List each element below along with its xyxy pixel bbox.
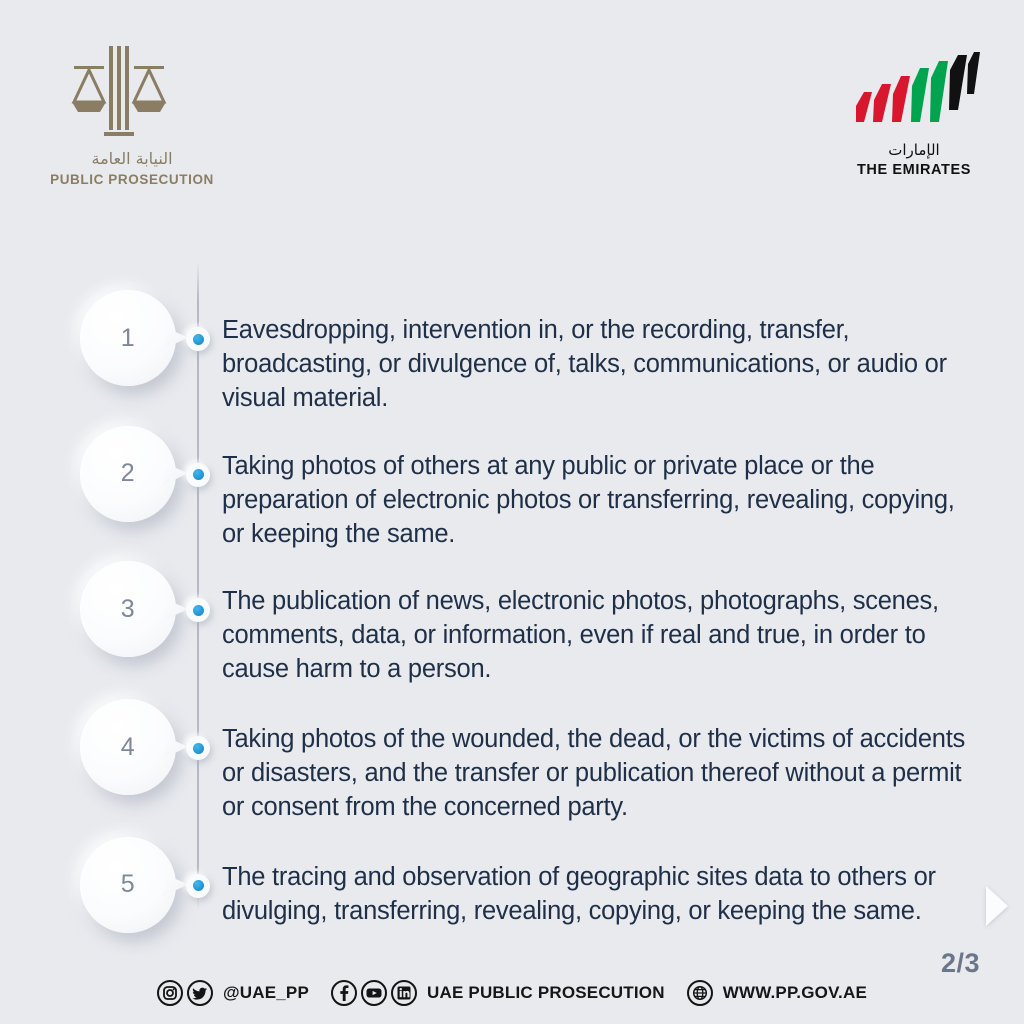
footer	[0, 980, 1024, 1006]
uae-flag-bars-icon	[848, 52, 980, 134]
list-item	[0, 426, 1024, 552]
pp-english-name: PUBLIC PROSECUTION	[50, 171, 214, 187]
youtube-icon[interactable]	[361, 980, 387, 1006]
timeline-dot	[186, 327, 210, 351]
badge-number: 5	[120, 870, 136, 899]
page-indicator: 2/3	[940, 948, 980, 978]
badge-number: 1	[120, 323, 136, 352]
footer-website-label: WWW.PP.GOV.AE	[722, 983, 867, 1002]
linkedin-icon[interactable]	[391, 980, 417, 1006]
footer-handle-label: @UAE_PP	[222, 983, 309, 1002]
footer-group-website	[687, 980, 867, 1006]
list-item-text: Eavesdropping, intervention in, or the recording, transfer, broadcasting, or divulgence of, talks, communications, or audio or visual material.	[222, 316, 947, 412]
header	[0, 0, 1024, 220]
emirates-arabic-name: الإمارات	[888, 141, 940, 159]
number-badge	[80, 290, 184, 394]
list-item	[0, 561, 1024, 687]
twitter-icon[interactable]	[187, 980, 213, 1006]
badge-number: 2	[120, 459, 136, 488]
emirates-english-name: THE EMIRATES	[856, 161, 972, 178]
list-item-text: The tracing and observation of geographic sites data to others or divulging, transferring, revealing, copying, or keeping the same.	[222, 862, 936, 925]
timeline-dot	[186, 463, 210, 487]
globe-icon[interactable]	[687, 980, 713, 1006]
chevron-right-icon	[982, 884, 1012, 928]
number-badge	[80, 699, 184, 803]
list-item	[0, 290, 1024, 416]
timeline-dot	[186, 598, 210, 622]
badge-number: 3	[120, 594, 136, 623]
the-emirates-logo	[848, 52, 980, 178]
timeline-dot	[186, 874, 210, 898]
list-item	[0, 837, 1024, 947]
number-badge	[80, 426, 184, 530]
footer-group-social-handle	[157, 980, 309, 1006]
content-list-area	[0, 258, 1024, 947]
footer-page-name-label: UAE PUBLIC PROSECUTION	[427, 983, 665, 1002]
list-item-text: Taking photos of others at any public or private place or the preparation of electronic photos or transferring, revealing, copying, or keeping the same.	[222, 451, 955, 548]
facebook-icon[interactable]	[331, 980, 357, 1006]
numbered-list	[0, 290, 1024, 947]
badge-number: 4	[120, 732, 136, 761]
number-badge	[80, 837, 184, 941]
number-badge	[80, 561, 184, 665]
pp-arabic-name: النيابة العامة	[91, 149, 173, 168]
footer-group-page-name	[331, 980, 665, 1006]
scales-of-justice-icon	[60, 44, 178, 140]
next-slide-button[interactable]	[982, 884, 1012, 928]
public-prosecution-logo	[44, 44, 244, 187]
list-item	[0, 699, 1024, 825]
timeline-dot	[186, 736, 210, 760]
list-item-text: Taking photos of the wounded, the dead, or the victims of accidents or disasters, and the transfer or publication thereof without a permit or consent from the concerned party.	[222, 725, 966, 821]
instagram-icon[interactable]	[157, 980, 183, 1006]
list-item-text: The publication of news, electronic photos, photographs, scenes, comments, data, or information, even if real and true, in order to cause harm to a person.	[222, 587, 939, 684]
